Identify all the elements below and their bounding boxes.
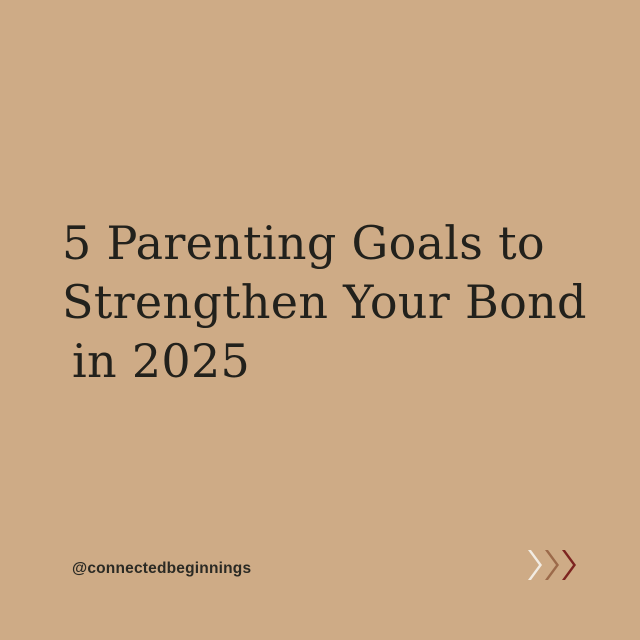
- chevron-right-icon-mid: [544, 548, 561, 582]
- headline-line-1: 5 Parenting Goals to: [62, 216, 545, 270]
- headline-line-2: Strengthen Your Bond: [62, 274, 587, 329]
- chevron-right-icon-dark: [561, 548, 578, 582]
- chevron-right-icon-light: [527, 548, 544, 582]
- page-title: [62, 214, 587, 391]
- headline-line-3: in 2025: [72, 333, 251, 388]
- account-handle: @connectedbeginnings: [72, 560, 252, 577]
- swipe-chevrons: [527, 548, 578, 582]
